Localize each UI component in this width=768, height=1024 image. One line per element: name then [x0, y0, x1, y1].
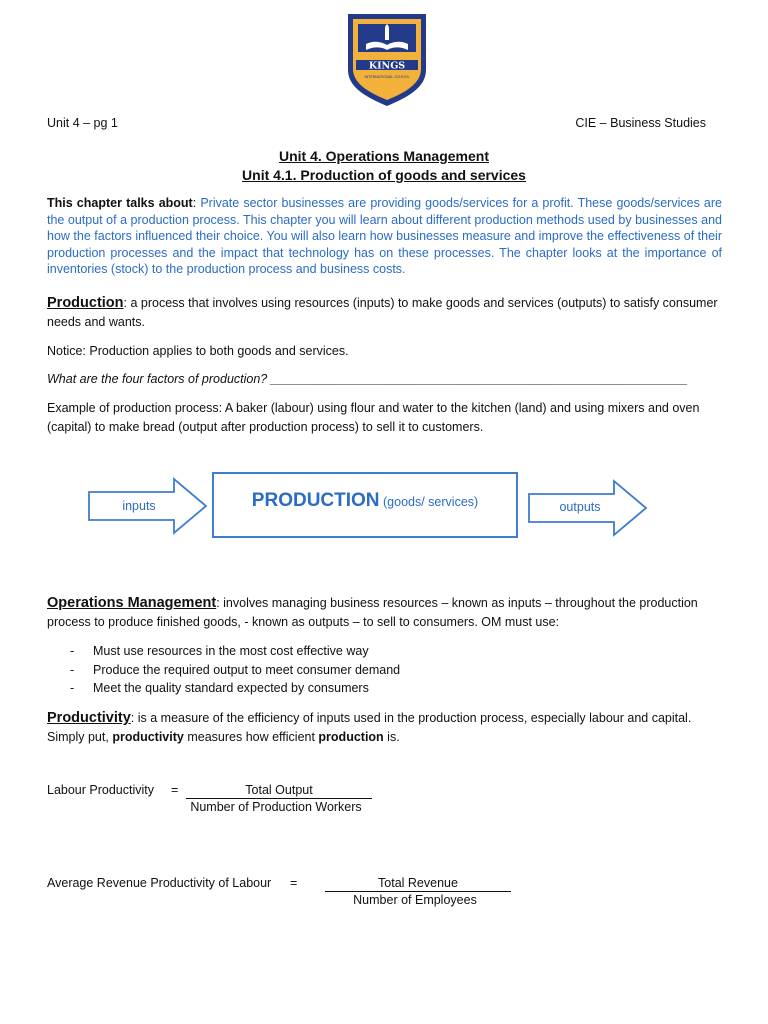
list-item: - Must use resources in the most cost effective way	[47, 642, 727, 661]
production-example: Example of production process: A baker (labour) using flour and water to the kitchen (land) and using mixers and oven (capital) to make bread (output after production process) to sell it to customers.	[47, 401, 700, 434]
operations-bullet-list	[47, 642, 727, 698]
productivity-term: Productivity	[47, 710, 131, 726]
production-box-text	[212, 490, 518, 512]
productivity-line2-d: production	[318, 729, 384, 744]
header-subject: CIE – Business Studies	[575, 116, 706, 130]
revenue-productivity-denominator: Number of Employees	[353, 893, 477, 907]
production-term: Production	[47, 295, 124, 311]
inputs-label: inputs	[122, 499, 156, 513]
productivity-definition	[47, 709, 727, 746]
subunit-title: Unit 4.1. Production of goods and services	[242, 167, 526, 183]
list-item: - Meet the quality standard expected by consumers	[47, 679, 727, 698]
unit-title: Unit 4. Operations Management	[278, 148, 490, 164]
chapter-intro: This chapter talks about: Private sector businesses are providing goods/services for a profit. These goods/services are the output of a production process. This chapter you will learn about different production methods used by businesses and how the factors influenced their choice. You will also learn how businesses measure and improve the effectiveness of their production processes and the impact that technology has on these processes. The chapter looks at the importance of inventories (stock) to the production process and business costs.	[47, 196, 722, 277]
revenue-productivity-numerator: Total Revenue	[325, 876, 511, 892]
productivity-line2-c: measures how efficient	[183, 729, 319, 744]
logo-name: KINGS	[368, 60, 406, 72]
productivity-line2-b: productivity	[112, 729, 184, 744]
production-notice: Notice: Production applies to both goods and services.	[47, 344, 349, 358]
operations-definition-text: : involves managing business resources – known as inputs – throughout the production process to produce finished goods, - known as outputs – to sell to consumers. OM must use:	[47, 596, 698, 629]
production-label: PRODUCTION	[251, 490, 380, 511]
operations-definition	[47, 594, 727, 631]
intro-text: Private sector businesses are providing goods/services for a profit. These goods/services are the output of a production process. This chapter you will learn about different production methods used by businesses and how the factors influenced their choice. You will also learn how businesses measure and improve the effectiveness of their production processes and the impact that technology has on these processes. The chapter looks at the importance of inventories (stock) to the production process and business costs.	[47, 196, 722, 277]
intro-label: This chapter talks about	[47, 196, 193, 210]
production-definition-text: : a process that involves using resources (inputs) to make goods and services (outputs) to satisfy consumer needs and wants.	[47, 296, 718, 329]
header-unit-page: Unit 4 – pg 1	[47, 116, 118, 130]
productivity-definition-text: : is a measure of the efficiency of inputs used in the production process, especially labour and capital.	[130, 711, 692, 725]
production-sublabel: (goods/ services)	[383, 495, 479, 509]
outputs-label: outputs	[559, 500, 601, 514]
operations-term: Operations Management	[47, 595, 217, 611]
list-item: - Produce the required output to meet consumer demand	[47, 661, 727, 680]
production-definition	[47, 294, 727, 331]
labour-productivity-label: Labour Productivity	[47, 783, 155, 797]
labour-productivity-equals: =	[171, 783, 179, 797]
revenue-productivity-equals: =	[290, 876, 298, 890]
factors-question: What are the four factors of production? ____________________________________________________________	[47, 372, 688, 386]
productivity-line2-e: is.	[383, 729, 400, 744]
logo-subtitle: INTERNATIONAL SCHOOL	[364, 75, 410, 79]
productivity-line2-a: Simply put,	[47, 729, 113, 744]
labour-productivity-denominator: Number of Production Workers	[190, 800, 362, 814]
labour-productivity-numerator: Total Output	[186, 783, 372, 799]
school-logo	[344, 12, 430, 108]
revenue-productivity-label: Average Revenue Productivity of Labour	[47, 876, 272, 890]
